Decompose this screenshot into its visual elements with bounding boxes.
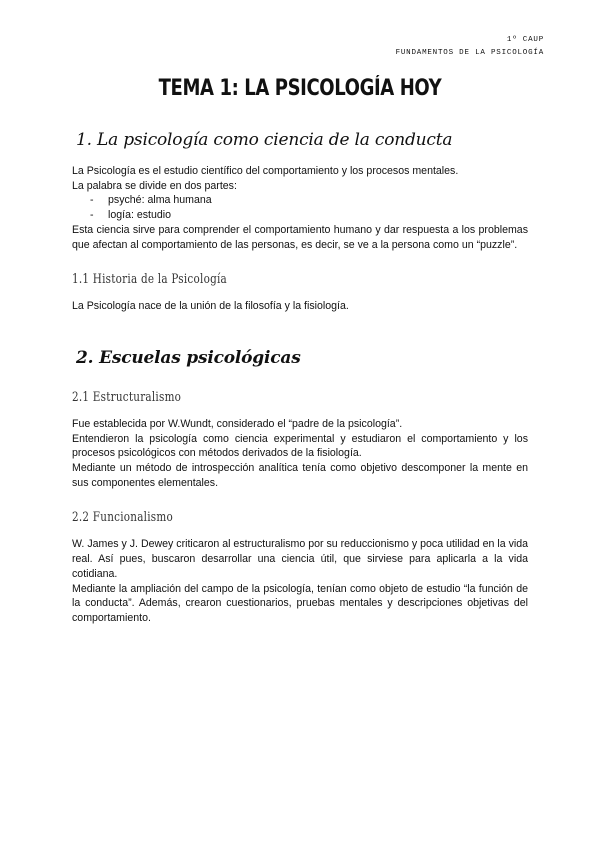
- page-title: TEMA 1: LA PSICOLOGÍA HOY: [158, 76, 442, 101]
- list-item: - psyché: alma humana: [90, 193, 528, 208]
- subsection-2-2-heading: 2.2 Funcionalismo: [72, 510, 173, 526]
- section-1-paragraph-2: La palabra se divide en dos partes:: [72, 179, 237, 192]
- page-header: [396, 34, 544, 60]
- subsection-1-1-paragraph: La Psicología nace de la unión de la filosofía y la fisiología.: [72, 300, 349, 313]
- subsection-2-2-paragraph-1: W. James y J. Dewey criticaron al estructuralismo por su reduccionismo y poca utilidad en la vida real. Así pues, buscaron desarrollar una ciencia útil, que sirviese para aplicarla a la vida cotidiana.: [72, 538, 528, 580]
- subject-label: FUNDAMENTOS DE LA PSICOLOGÍA: [395, 49, 544, 57]
- section-1-paragraph-1: La Psicología es el estudio científico del comportamiento y los procesos mentales.: [72, 165, 459, 177]
- section-1-paragraph-3: Esta ciencia sirve para comprender el comportamiento humano y dar respuesta a los problemas que afectan al comportamiento de las personas, es decir, se ve a la persona como un “puzzle”.: [72, 223, 528, 251]
- subsection-1-1-heading: 1.1 Historia de la Psicología: [72, 272, 227, 288]
- section-1-heading: 1. La psicología como ciencia de la conducta: [76, 130, 453, 150]
- section-2-heading: 2. Escuelas psicológicas: [76, 347, 301, 368]
- etymology-list: [72, 193, 528, 222]
- subsection-2-1-paragraph-3: Mediante un método de introspección analítica tenía como objetivo descomponer la mente en sus componentes elementales.: [72, 462, 528, 489]
- document-body: [72, 130, 528, 626]
- subsection-2-1-heading: 2.1 Estructuralismo: [72, 389, 182, 405]
- list-item: - logía: estudio: [90, 208, 528, 223]
- subsection-2-1-paragraph-1: Fue establecida por W.Wundt, considerado el “padre de la psicología”.: [72, 417, 403, 430]
- subsection-2-1-paragraph-2: Entendieron la psicología como ciencia experimental y estudiaron el comportamiento y los procesos psicológicos con métodos derivados de la fisiología.: [72, 432, 528, 460]
- subsection-2-2-paragraph-2: Mediante la ampliación del campo de la psicología, tenían como objeto de estudio “la función de la conducta”. Además, crearon cuestionarios, pruebas mentales y descripciones objetivas del comportamiento.: [72, 582, 528, 624]
- course-label: 1º CAUP: [506, 36, 544, 44]
